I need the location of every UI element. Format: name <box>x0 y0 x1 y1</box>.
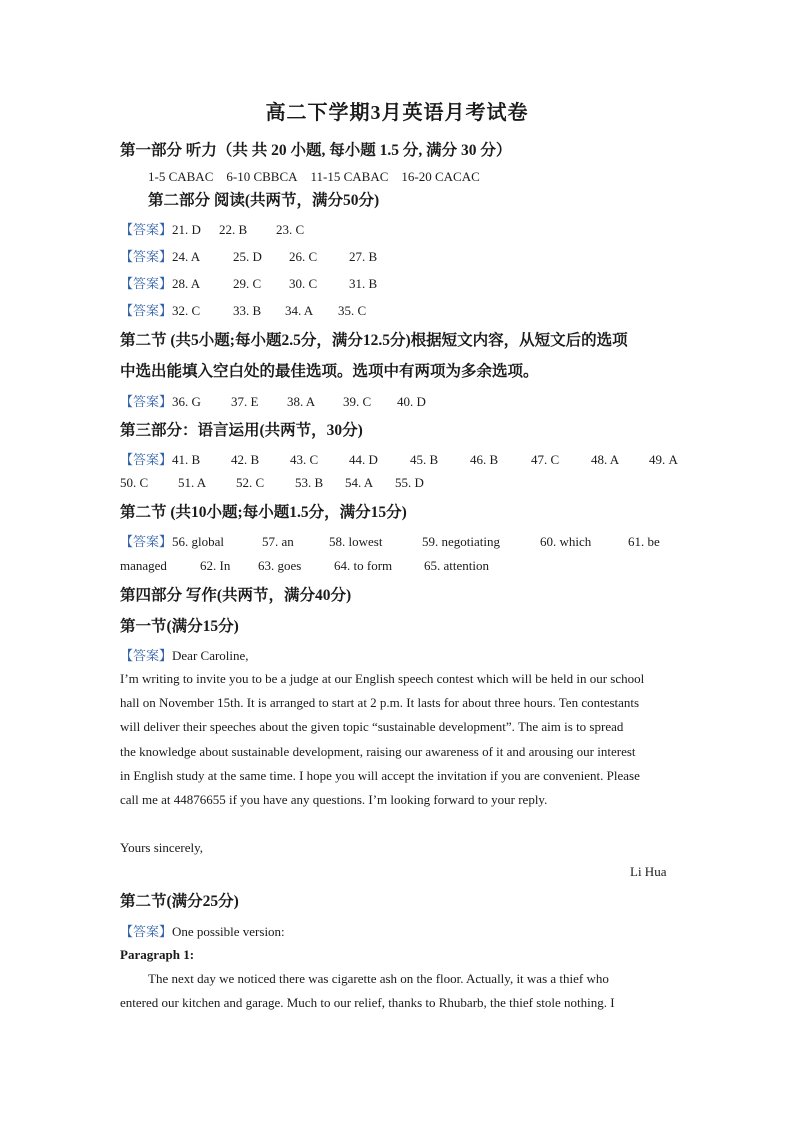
answer-row <box>120 273 377 292</box>
answer-cell: 52. C <box>236 475 265 490</box>
letter-salutation-line <box>120 645 249 664</box>
answer-row <box>120 449 678 468</box>
part4-section2-heading: 第二节(满分25分) <box>120 893 239 910</box>
answer-tag: 【答案】 <box>120 222 173 237</box>
answer-tag: 【答案】 <box>120 648 173 663</box>
letter-salutation: Dear Caroline, <box>172 648 249 663</box>
answer-cell: 53. B <box>295 475 324 490</box>
letter-line: the knowledge about sustainable development, raising our awareness of it and arousing our interest <box>120 743 636 759</box>
answer-tag: 【答案】 <box>120 534 173 549</box>
letter-line: in English study at the same time. I hope you will accept the invitation if you are convenient. Please <box>120 767 640 783</box>
answer-cell: 31. B <box>349 276 378 291</box>
answer-cell: 50. C <box>120 475 149 490</box>
letter-closing: Yours sincerely, <box>120 840 204 855</box>
part2-section2-heading-cont: 中选出能填入空白处的最佳选项。选项中有两项为多余选项。 <box>120 363 539 380</box>
part2-heading: 第二部分 阅读(共两节，满分50分) <box>148 192 380 209</box>
answer-tag: 【答案】 <box>120 276 173 291</box>
answer-cell: 55. D <box>395 475 424 490</box>
answer-tag: 【答案】 <box>120 303 173 318</box>
answer-cell: 36. G <box>172 394 201 409</box>
part1-answers <box>148 169 480 185</box>
part1-heading: 第一部分 听力（共 共 20 小题, 每小题 1.5 分, 满分 30 分） <box>120 142 512 159</box>
answer-cell: 63. goes <box>258 558 302 573</box>
answer-cell: 64. to form <box>334 558 393 573</box>
answer-tag: 【答案】 <box>120 394 173 409</box>
paragraph-line: The next day we noticed there was cigarette ash on the floor. Actually, it was a thief who <box>148 971 609 986</box>
answer-cell: 26. C <box>289 249 318 264</box>
letter-line: will deliver their speeches about the given topic “sustainable development”. The aim is to spread <box>120 719 624 735</box>
answer-cell: 33. B <box>233 303 262 318</box>
version-label: One possible version: <box>172 924 285 939</box>
part4-heading: 第四部分 写作(共两节，满分40分) <box>120 587 352 604</box>
answer-tag: 【答案】 <box>120 452 173 467</box>
answer-cell: 45. B <box>410 452 439 467</box>
answer-cell: 59. negotiating <box>422 534 501 549</box>
answer-cell: 46. B <box>470 452 499 467</box>
answer-cell: 44. D <box>349 452 378 467</box>
answer-row <box>120 246 377 265</box>
answer-row <box>120 531 675 550</box>
answer-cell: 65. attention <box>424 558 489 573</box>
answer-cell: 27. B <box>349 249 378 264</box>
letter-line: hall on November 15th. It is arranged to start at 2 p.m. It lasts for about three hours. Ten contestants <box>120 695 640 711</box>
paragraph-line: entered our kitchen and garage. Much to our relief, thanks to Rhubarb, the thief stole nothing. I <box>120 995 615 1010</box>
answer-cell: managed <box>120 558 167 573</box>
answer-cell: 42. B <box>231 452 260 467</box>
answer-cell: 39. C <box>343 394 372 409</box>
answer-cell: 56. global <box>172 534 225 549</box>
answer-cell: 37. E <box>231 394 259 409</box>
paragraph-label: Paragraph 1: <box>120 947 195 962</box>
answer-group: 6-10 CBBCA <box>226 169 298 184</box>
answer-group: 16-20 CACAC <box>401 169 480 184</box>
answer-cell: 58. lowest <box>329 534 383 549</box>
answer-cell: 28. A <box>172 276 201 291</box>
letter-line: call me at 44876655 if you have any questions. I’m looking forward to your reply. <box>120 792 548 808</box>
answer-row <box>120 391 426 410</box>
answer-cell: 60. which <box>540 534 592 549</box>
answer-cell: 24. A <box>172 249 201 264</box>
answer-tag: 【答案】 <box>120 249 173 264</box>
answer-cell: 25. D <box>233 249 262 264</box>
answer-cell: 34. A <box>285 303 314 318</box>
page-title: 高二下学期3月英语月考试卷 <box>265 102 529 124</box>
letter-signature: Li Hua <box>630 864 667 879</box>
letter-line: I’m writing to invite you to be a judge at our English speech contest which will be held in our school <box>120 671 645 686</box>
answer-cell: 57. an <box>262 534 294 549</box>
answer-cell: 47. C <box>531 452 560 467</box>
version-line <box>120 921 285 940</box>
answer-row <box>120 558 489 574</box>
part3-heading: 第三部分：语言运用(共两节，30分) <box>120 422 363 439</box>
answer-group: 1-5 CABAC <box>148 169 214 184</box>
answer-cell: 21. D <box>172 222 201 237</box>
answer-cell: 48. A <box>591 452 620 467</box>
answer-cell: 35. C <box>338 303 367 318</box>
answer-cell: 49. A <box>649 452 678 467</box>
answer-cell: 61. be <box>628 534 660 549</box>
answer-row <box>120 300 366 319</box>
answer-cell: 32. C <box>172 303 201 318</box>
letter-body <box>120 667 675 812</box>
part4-section1-heading: 第一节(满分15分) <box>120 618 239 635</box>
answer-cell: 38. A <box>287 394 316 409</box>
part2-section2-heading: 第二节 (共5小题;每小题2.5分，满分12.5分)根据短文内容，从短文后的选项 <box>120 332 628 349</box>
answer-row <box>120 475 424 491</box>
answer-cell: 40. D <box>397 394 426 409</box>
answer-row <box>120 219 304 238</box>
answer-cell: 54. A <box>345 475 374 490</box>
part3-section2-heading: 第二节 (共10小题;每小题1.5分，满分15分) <box>120 504 407 521</box>
answer-tag: 【答案】 <box>120 924 173 939</box>
answer-cell: 23. C <box>276 222 305 237</box>
answer-cell: 41. B <box>172 452 201 467</box>
answer-cell: 30. C <box>289 276 318 291</box>
answer-cell: 29. C <box>233 276 262 291</box>
answer-cell: 62. In <box>200 558 231 573</box>
answer-group: 11-15 CABAC <box>310 169 389 184</box>
answer-cell: 43. C <box>290 452 319 467</box>
answer-cell: 51. A <box>178 475 207 490</box>
answer-cell: 22. B <box>219 222 248 237</box>
